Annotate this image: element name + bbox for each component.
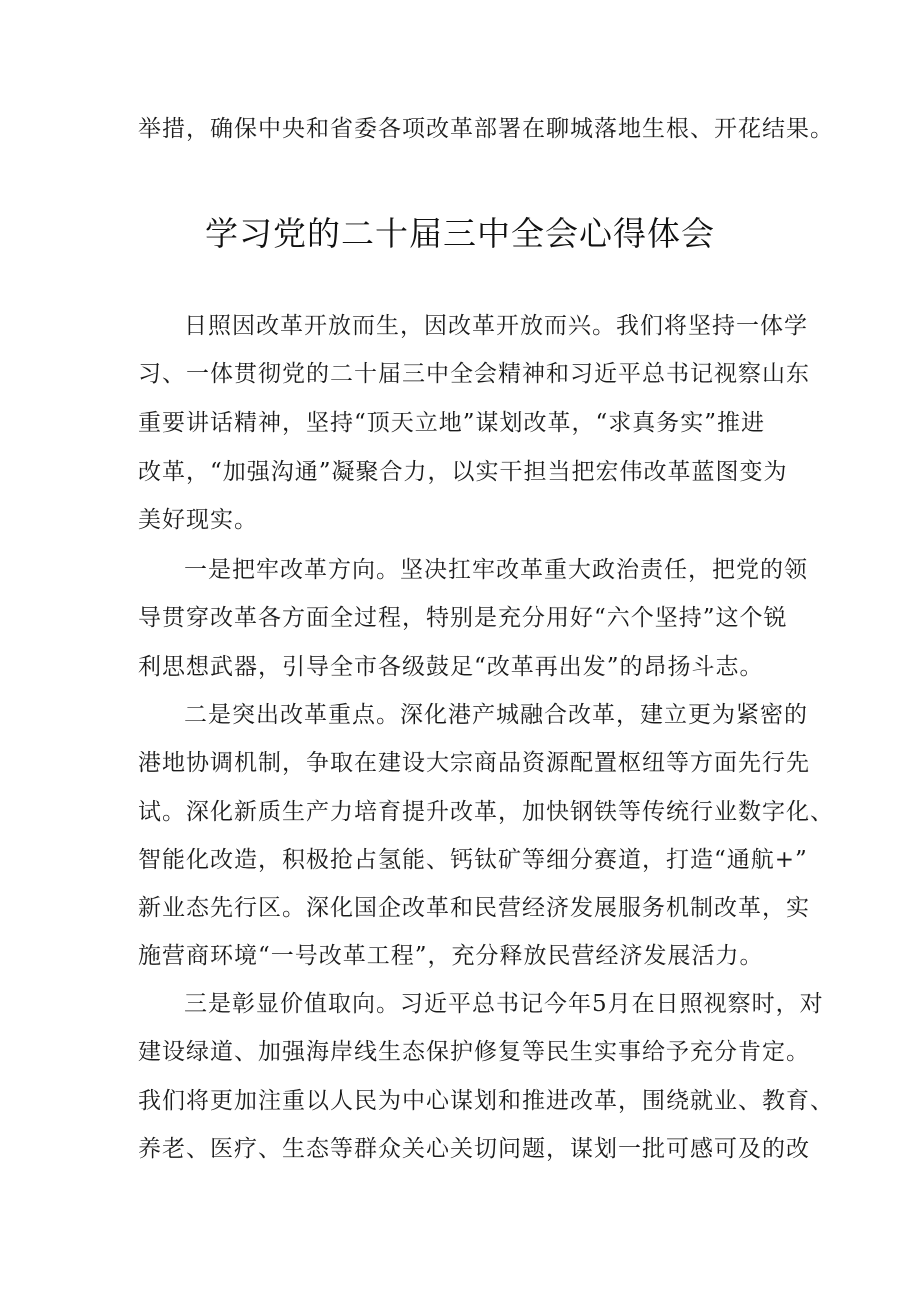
document-title: 学习党的二十届三中全会心得体会 [205,214,715,253]
paragraph-4-line-4: 养老、医疗、生态等群众关心关切问题，谋划一批可感可及的改 [138,1136,810,1162]
paragraph-4-line-2: 建设绿道、加强海岸线生态保护修复等民生实事给予充分肯定。 [138,1039,810,1065]
paragraph-3-line-1: 二是突出改革重点。深化港产城融合改革，建立更为紧密的 [184,702,808,728]
paragraph-1-line-5: 美好现实。 [138,507,258,533]
paragraph-3-line-6: 施营商环境“一号改革工程”，充分释放民营经济发展活力。 [138,943,764,969]
paragraph-4-line-3: 我们将更加注重以人民为中心谋划和推进改革，围绕就业、教育、 [138,1088,834,1114]
paragraph-2-line-2: 导贯穿改革各方面全过程，特别是充分用好“六个坚持”这个锐 [138,605,788,631]
paragraph-3-line-3: 试。深化新质生产力培育提升改革，加快钢铁等传统行业数字化、 [138,799,834,825]
paragraph-3-line-4: 智能化改造，积极抢占氢能、钙钛矿等细分赛道，打造“通航+” [138,847,808,873]
paragraph-2-line-1: 一是把牢改革方向。坚决扛牢改革重大政治责任，把党的领 [184,557,808,583]
paragraph-3-line-2: 港地协调机制，争取在建设大宗商品资源配置枢纽等方面先行先 [138,750,810,776]
paragraph-1-line-2: 习、一体贯彻党的二十届三中全会精神和习近平总书记视察山东 [138,361,810,387]
carryover-line: 举措，确保中央和省委各项改革部署在聊城落地生根、开花结果。 [138,116,834,142]
paragraph-1-line-4: 改革，“加强沟通”凝聚合力，以实干担当把宏伟改革蓝图变为 [138,459,788,485]
paragraph-1-line-3: 重要讲话精神，坚持“顶天立地”谋划改革，“求真务实”推进 [138,410,766,436]
paragraph-3-line-5: 新业态先行区。深化国企改革和民营经济发展服务机制改革，实 [138,895,810,921]
paragraph-4-line-1: 三是彰显价值取向。习近平总书记今年5月在日照视察时，对 [184,991,824,1017]
paragraph-1-line-1: 日照因改革开放而生，因改革开放而兴。我们将坚持一体学 [184,313,808,339]
paragraph-2-line-3: 利思想武器，引导全市各级鼓足“改革再出发”的昂扬斗志。 [138,654,764,680]
